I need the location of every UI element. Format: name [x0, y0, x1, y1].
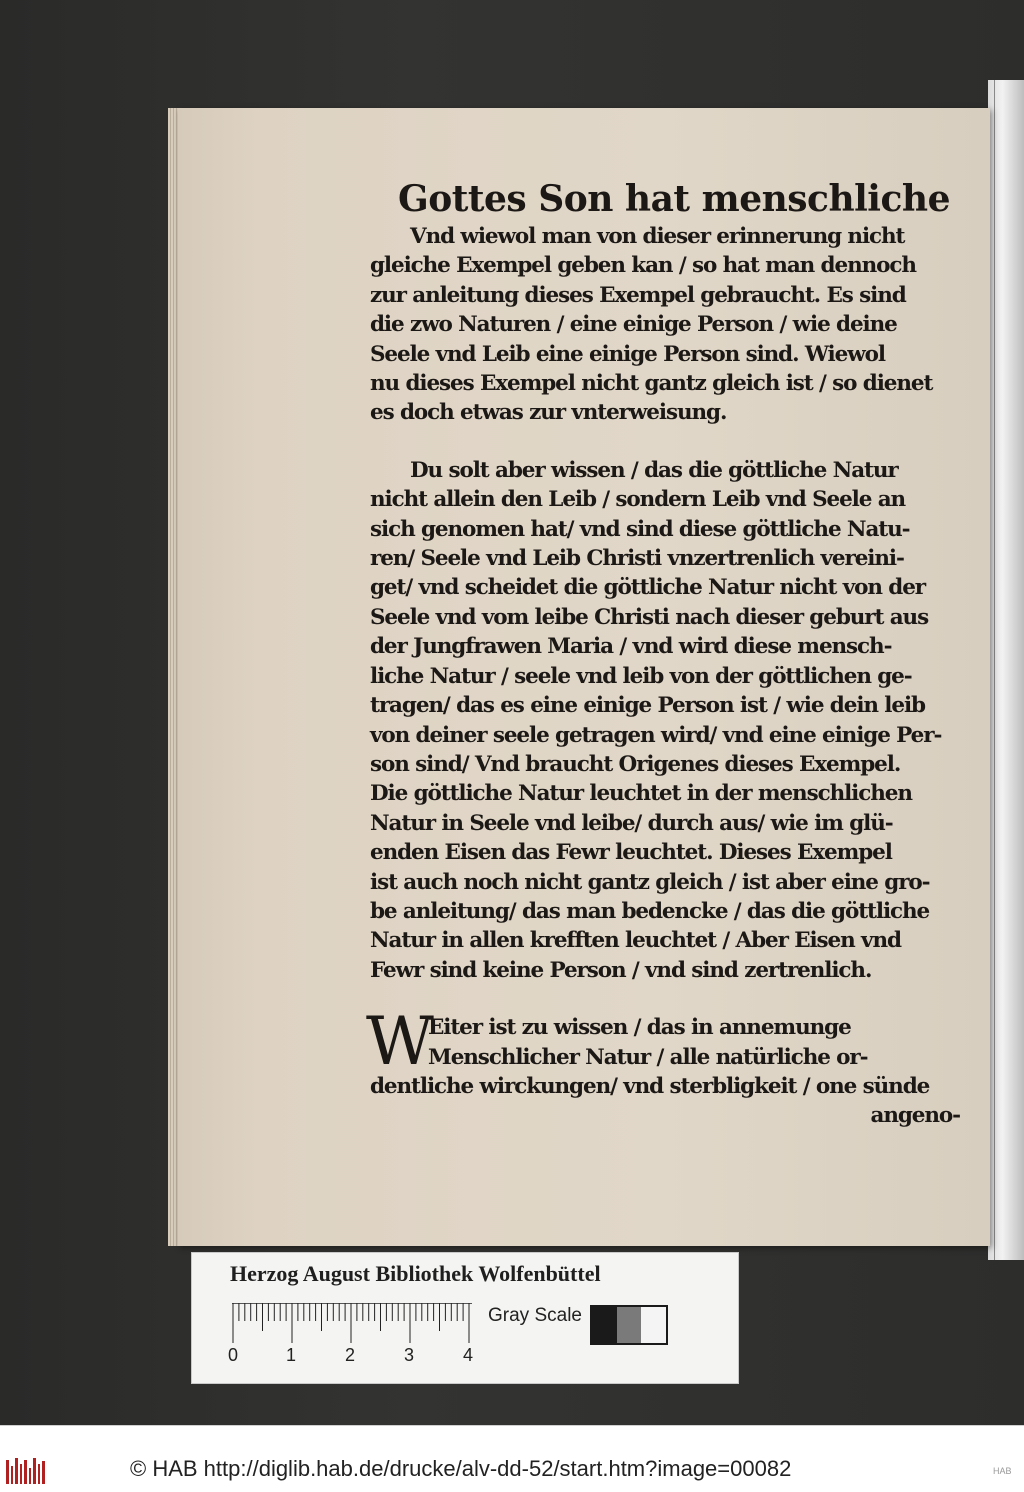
- ruler-label-3: 3: [404, 1345, 415, 1365]
- text-line: tragen/ das es eine einige Person ist / wie dein leib: [370, 693, 925, 719]
- text-line: es doch etwas zur vnterweisung.: [370, 400, 727, 426]
- library-color-card: [191, 1252, 739, 1384]
- text-line: Du solt aber wissen / das die göttliche Natur: [410, 457, 898, 483]
- text-line: son sind/ Vnd braucht Origenes dieses Exempel.: [370, 751, 901, 777]
- facing-page-edge: [988, 80, 1024, 1260]
- text-line: enden Eisen das Fewr leuchtet. Dieses Exempel: [370, 840, 892, 866]
- text-line: Menschlicher Natur / alle natürliche or-: [428, 1044, 868, 1070]
- gray-scale-label: Gray Scale: [488, 1305, 582, 1326]
- footer-url: © HAB http://diglib.hab.de/drucke/alv-dd-52/start.htm?image=00082: [130, 1456, 792, 1481]
- swatch-black: [592, 1307, 617, 1343]
- ruler-label-2: 2: [345, 1345, 356, 1365]
- text-line: get/ vnd scheidet die göttliche Natur nicht von der: [370, 575, 926, 601]
- text-line: gleiche Exempel geben kan / so hat man dennoch: [370, 253, 916, 279]
- page-heading: Gottes Son hat menschliche: [398, 178, 950, 220]
- text-line: die zwo Naturen / eine einige Person / wie deine: [370, 312, 897, 338]
- page-text: [366, 178, 960, 1131]
- text-line: zur anleitung dieses Exempel gebraucht. Es sind: [370, 282, 906, 308]
- text-line: Die göttliche Natur leuchtet in der menschlichen: [370, 781, 912, 807]
- text-line: Seele vnd Leib eine einige Person sind. Wiewol: [370, 341, 885, 367]
- paragraph-3: [366, 1003, 960, 1131]
- ruler-label-0: 0: [228, 1345, 239, 1365]
- text-line: Eiter ist zu wissen / das in annemunge: [428, 1015, 851, 1041]
- text-line: sich genomen hat/ vnd sind diese göttliche Natu-: [370, 516, 910, 542]
- footer-bar: [0, 1425, 1024, 1492]
- text-line: dentliche wirckungen/ vnd sterbligkeit / one sünde: [370, 1073, 930, 1099]
- swatch-gray: [617, 1307, 642, 1343]
- text-line: ist auch noch nicht gantz gleich / ist aber eine gro-: [370, 869, 930, 895]
- swatch-white: [641, 1307, 666, 1343]
- text-line: von deiner seele getragen wird/ vnd eine einige Per-: [370, 722, 942, 748]
- text-line: Vnd wiewol man von dieser erinnerung nicht: [410, 224, 905, 249]
- text-line: nicht allein den Leib / sondern Leib vnd Seele an: [370, 487, 906, 513]
- footer-mark: HAB: [993, 1466, 1012, 1476]
- text-line: Natur in Seele vnd leibe/ durch aus/ wie im glü-: [370, 810, 893, 836]
- text-line: Natur in allen krefften leuchtet / Aber Eisen vnd: [370, 928, 901, 954]
- catchword: angeno-: [870, 1103, 960, 1129]
- drop-cap: W: [366, 1003, 434, 1081]
- ruler-label-1: 1: [286, 1345, 297, 1365]
- text-line: Fewr sind keine Person / vnd sind zertrenlich.: [370, 957, 872, 983]
- paragraph-1: [370, 222, 960, 428]
- card-title: Herzog August Bibliothek Wolfenbüttel: [230, 1261, 601, 1286]
- text-line: der Jungfrawen Maria / vnd wird diese mensch-: [370, 634, 892, 660]
- gray-scale-swatches: [590, 1305, 668, 1345]
- hab-logo-icon: [6, 1456, 46, 1486]
- text-line: be anleitung/ das man bedencke / das die göttliche: [370, 898, 930, 924]
- paragraph-2: [370, 456, 960, 985]
- ruler-scale: [232, 1303, 472, 1351]
- ruler-label-4: 4: [463, 1345, 474, 1365]
- text-line: Seele vnd vom leibe Christi nach dieser geburt aus: [370, 604, 929, 630]
- book-page: [178, 108, 990, 1246]
- text-line: nu dieses Exempel nicht gantz gleich ist / so dienet: [370, 371, 933, 397]
- text-line: liche Natur / seele vnd leib von der göttlichen ge-: [370, 663, 912, 689]
- text-line: ren/ Seele vnd Leib Christi vnzertrenlich vereini-: [370, 546, 904, 572]
